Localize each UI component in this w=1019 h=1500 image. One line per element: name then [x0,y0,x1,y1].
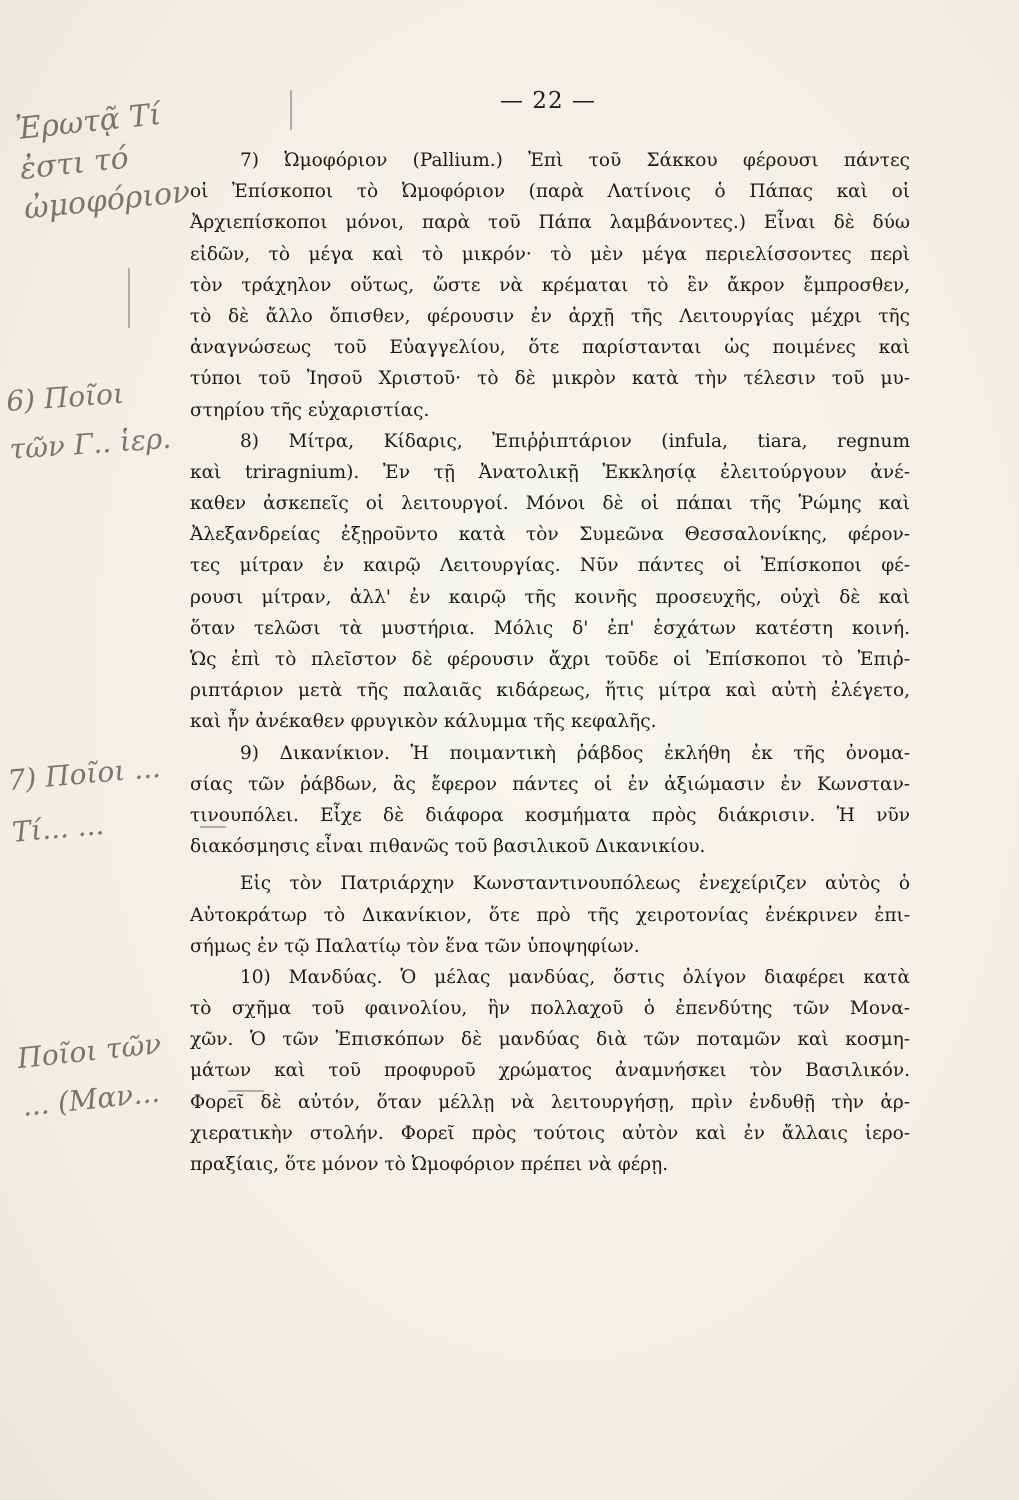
text-line: χιερατικὴν στολήν. Φορεῖ πρὸς τούτοις αὐτὸν καὶ ἐν ἄλλαις ἱερο- [190,1122,910,1144]
text-line: 9) Δικανίκιον. Ἡ ποιμαντικὴ ῥάβδος ἐκλήθη ἐκ τῆς ὀνομα- [240,742,910,764]
text-line: τύποι τοῦ Ἰησοῦ Χριστοῦ· τὸ δὲ μικρὸν κατὰ τὴν τέλεσιν τοῦ μυ- [190,368,910,390]
page-number: — 22 — [500,88,596,114]
text-line: ἀναγνώσεως τοῦ Εὐαγγελίου, ὅτε παρίστανται ὡς ποιμένες καὶ [190,337,910,359]
text-line: τὸ σχῆμα τοῦ φαινολίου, ἣν πολλαχοῦ ὁ ἐπενδύτης τῶν Μονα- [190,998,910,1020]
text-line: τὸ δὲ ἄλλο ὄπισθεν, φέρουσιν ἐν ἀρχῇ τῆς Λειτουργίας μέχρι τῆς [190,305,910,327]
handwritten-note: 6) Ποῖοι τῶν Γ.. ἱερ. [5,376,173,466]
text-line: πραξίαις, ὅτε μόνον τὸ Ὠμοφόριον πρέπει νὰ φέρῃ. [190,1154,669,1175]
text-line: Ἀρχιεπίσκοποι μόνοι, παρὰ τοῦ Πάπα λαμβάνοντες.) Εἶναι δὲ δύω [190,212,910,234]
text-line: στηρίου τῆς εὐχαριστίας. [190,399,430,421]
text-line: Εἰς τὸν Πατριάρχην Κωνσταντινουπόλεως ἐνεχείριζεν αὐτὸς ὁ [240,873,910,895]
text-line: τες μίτραν ἐν καιρῷ Λειτουργίας. Νῦν πάντες οἱ Ἐπίσκοποι φέ- [190,555,910,577]
section-dikanikion-continued [190,868,910,962]
text-line: καθεν ἀσκεπεῖς οἱ λειτουργοί. Μόνοι δὲ οἱ πάπαι τῆς Ῥώμης καὶ [190,493,910,515]
text-line: διακόσμησις εἶναι πιθανῶς τοῦ βασιλικοῦ Δικανικίου. [190,836,706,858]
text-line: σήμως ἐν τῷ Παλατίῳ τὸν ἕνα τῶν ὑποψηφίων. [190,935,640,957]
text-line: εἰδῶν, τὸ μέγα καὶ τὸ μικρόν· τὸ μὲν μέγα περιελίσσοντες περὶ [190,243,910,265]
text-line: τινουπόλει. Εἶχε δὲ διάφορα κοσμήματα πρὸς διάκρισιν. Ἡ νῦν [190,804,910,826]
section-mitra [190,426,910,738]
text-line: 10) Μανδύας. Ὁ μέλας μανδύας, ὅστις ὀλίγον διαφέρει κατὰ [240,966,910,988]
text-line: ριπτάριον μετὰ τῆς παλαιᾶς κιδάρεως, ἥτις μίτρα καὶ αὐτὴ ἐλέγετο, [190,680,910,702]
section-omophorion [190,145,910,426]
text-line: σίας τῶν ῥάβδων, ἃς ἔφερον πάντες οἱ ἐν ἀξιώμασιν ἐν Κωνσταν- [190,773,910,795]
text-line: 7) Ὠμοφόριον (Pallium.) Ἐπὶ τοῦ Σάκκου φέρουσι πάντες [240,150,910,171]
text-line: οἱ Ἐπίσκοποι τὸ Ὠμοφόριον (παρὰ Λατίνοις ὁ Πάπας καὶ οἱ [190,181,910,203]
section-dikanikion [190,738,910,863]
text-line: μάτων καὶ τοῦ προφυροῦ χρώματος ἀναμνήσκει τὸν Βασιλικόν. [190,1060,910,1082]
pencil-stroke [290,90,292,130]
handwritten-note: 7) Ποῖοι ... Τί... ... [6,750,162,849]
text-line: Φορεῖ δὲ αὐτόν, ὅταν μέλλῃ νὰ λειτουργήσῃ, πρὶν ἐνδυθῇ τὴν ἀρ- [190,1091,910,1113]
text-line: 8) Μίτρα, Κίδαρις, Ἐπιῤῥιπτάριον (infula, tiara, regnum [240,430,910,452]
text-line: τὸν τράχηλον οὕτως, ὥστε νὰ κρέμαται τὸ ἓν ἄκρον ἔμπροσθεν, [190,274,910,296]
text-line: ρουσι μίτραν, ἀλλ' ἐν καιρῷ τῆς κοινῆς προσευχῆς, οὐχὶ δὲ καὶ [190,586,910,608]
section-mandyas [190,962,910,1180]
handwritten-note: Ποῖοι τῶν ... (Μαν... [15,1027,163,1123]
text-line: καὶ triragnium). Ἐν τῇ Ἀνατολικῇ Ἐκκλησίᾳ ἐλειτούργουν ἀνέ- [190,461,910,483]
text-line: Ἀλεξανδρείας ἐξῃροῦντο κατὰ τὸν Συμεῶνα Θεσσαλονίκης, φέρον- [190,524,910,546]
body-text [190,145,910,1180]
handwritten-note: Ἐρωτᾷ Τί ἐστι τό ὠμοφόριον [13,97,192,227]
text-line: Αὐτοκράτωρ τὸ Δικανίκιον, ὅτε πρὸ τῆς χειροτονίας ἐνέκρινεν ἐπι- [190,904,910,926]
text-line: καὶ ἦν ἀνέκαθεν φρυγικὸν κάλυμμα τῆς κεφαλῆς. [190,711,657,733]
text-line: χῶν. Ὁ τῶν Ἐπισκόπων δὲ μανδύας διὰ τῶν ποταμῶν καὶ κοσμη- [190,1029,910,1051]
text-line: Ὡς ἐπὶ τὸ πλεῖστον δὲ φέρουσιν ἄχρι τοῦδε οἱ Ἐπίσκοποι τὸ Ἐπιῤ- [190,649,910,670]
pencil-stroke [128,268,130,328]
text-line: ὅταν τελῶσι τὰ μυστήρια. Μόλις δ' ἐπ' ἐσχάτων κατέστη κοινή. [190,617,910,639]
